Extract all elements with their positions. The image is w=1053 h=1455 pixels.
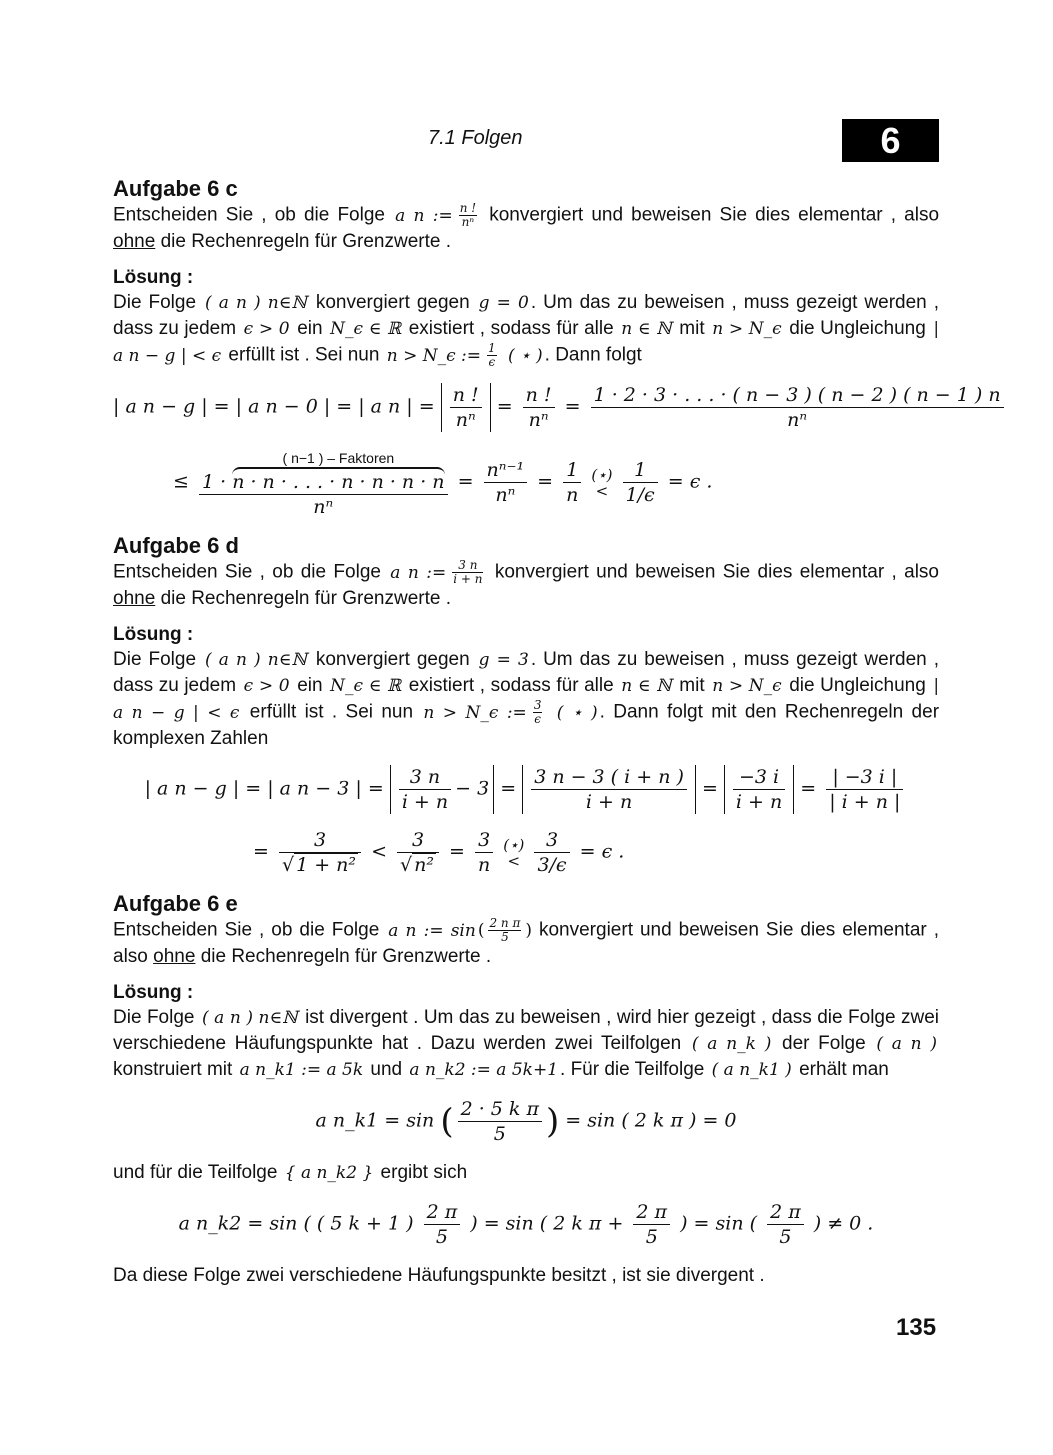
chapter-tab: 6: [842, 119, 939, 162]
equation-2: a n_k2 = sin ( ( 5 k + 1 ) $\frac{2 \pi}{5}$ ) = sin ( 2 k π + $\frac{2 \pi}{5}$ ) = sin ( $\frac{2 \pi}{5}$ ) ≠ 0 .: [178, 1201, 874, 1248]
exercise-6c: [113, 176, 1001, 519]
solution-label: Lösung :: [113, 982, 194, 1003]
overbrace: ( n−1 ) – Faktoren n · n · . . . · n · n · n · n: [232, 450, 445, 493]
running-header: 7.1 Folgen: [428, 127, 523, 149]
solution-label: Lösung :: [113, 624, 194, 645]
emphasis-ohne: ohne: [113, 231, 156, 252]
equation-2: = $\frac{3}{\text{√ 1 + n²}}$ < $\frac{3}{\text{√ n²}}$ = $\frac{3}{n}$ (⋆) < $\frac{3}{3/\epsilon}$ = ϵ .: [253, 829, 625, 876]
equation-1: | a n − g | = | a n − 0 | = | a n | = $\frac{n !}{\text{nⁿ}}$ = $\frac{n !}{\text{nⁿ}}$ = $\frac{1 \cdot 2 \cdot 3 \cdot . . . \cdot ( n - 3 ) ( n - 2 ) ( n - 1 ) n}{\text{nⁿ}}$: [113, 383, 939, 432]
emphasis-ohne: ohne: [113, 588, 156, 609]
page-content: [113, 176, 1001, 1296]
exercise-6d: [113, 533, 939, 877]
equation-2: ≤ 1 · ( n−1 ) – Faktoren n · n · . . . · n · n · n · n nⁿ = $\frac{\text{nⁿ⁻¹}}{\text{nⁿ}}$ = $\frac{1}{n}$ (⋆) < $\frac{1}{1/\epsilon}$ = ϵ .: [113, 446, 939, 519]
solution-text: Die Folge ( a n ) n∈ℕ konvergiert gegen g = 0 . Um das zu beweisen , muss gezeigt werden , dass zu jedem ϵ > 0 ein N_ϵ ∈ ℝ existiert , sodass für alle n ∈ ℕ mit n > N_ϵ die Ungleichung | a n − g | < ϵ erfüllt ist . Sei nun n > N_ϵ := $\frac{1}{\epsilon}$ ( ⋆ ) . Dann folgt: [113, 292, 940, 369]
exercise-title: Aufgabe 6 c: [113, 176, 238, 201]
exercise-title: Aufgabe 6 e: [113, 891, 238, 916]
exercise-question: Entscheiden Sie , ob die Folge a n := $\frac{3 n}{i + n}$ konvergiert und beweisen Sie dies elementar , also ohne die Rechenregeln für Grenzwerte .: [113, 558, 939, 609]
exercise-question: Entscheiden Sie , ob die Folge a n := $\frac{n !}{\text{nⁿ}}$ konvergiert und beweisen Sie dies elementar , also ohne die Rechenregeln für Grenzwerte .: [113, 201, 940, 252]
solution-text-2: und für die Teilfolge { a n_k2 } ergibt sich: [113, 1162, 468, 1183]
solution-text: Die Folge ( a n ) n∈ℕ ist divergent . Um das zu beweisen , wird hier gezeigt , dass die Folge zwei verschiedene Häufungspunkte hat . Dazu werden zwei Teilfolgen ( a n_k ) der Folge ( a n ) konstruiert mit a n_k1 := a 5k und a n_k2 := a 5k+1 . Für die Teilfolge ( a n_k1 ) erhält man: [113, 1007, 940, 1080]
exercise-question: Entscheiden Sie , ob die Folge a n := sin ( $\frac{\text{2 n π}}{5}$ ) konvergiert und beweisen Sie dies elementar , also ohne die Rechenregeln für Grenzwerte .: [113, 916, 939, 967]
fraction: $\frac{n !}{\text{nⁿ}}$: [459, 201, 477, 229]
emphasis-ohne: ohne: [153, 946, 196, 967]
solution-text: Die Folge ( a n ) n∈ℕ konvergiert gegen g = 3 . Um das zu beweisen , muss gezeigt werden , dass zu jedem ϵ > 0 ein N_ϵ ∈ ℝ existiert , sodass für alle n ∈ ℕ mit n > N_ϵ die Ungleichung | a n − g | < ϵ erfüllt ist . Sei nun n > N_ϵ := $\frac{3}{\epsilon}$ ( ⋆ ) . Dann folgt mit den Rechenregeln der komplexen Zahlen: [113, 649, 940, 749]
equation-1: | a n − g | = | a n − 3 | = $\frac{3 n}{i + n}$ − 3 = $\frac{3 n - 3 ( i + n )}{i + n}$ = $\frac{-3 i}{i + n}$ = $\frac{| -3 i |}{| i + n |}$: [113, 765, 939, 814]
exercise-title: Aufgabe 6 d: [113, 533, 239, 558]
exercise-6e: [113, 891, 939, 1288]
page-number: 135: [896, 1314, 937, 1341]
conclusion: Da diese Folge zwei verschiedene Häufungspunkte besitzt , ist sie divergent .: [113, 1265, 765, 1286]
equation-1: a n_k1 = sin ( $\frac{\text{2 · 5 k π}}{5}$ ) = sin ( 2 k π ) = 0: [315, 1098, 737, 1145]
solution-label: Lösung :: [113, 267, 194, 288]
